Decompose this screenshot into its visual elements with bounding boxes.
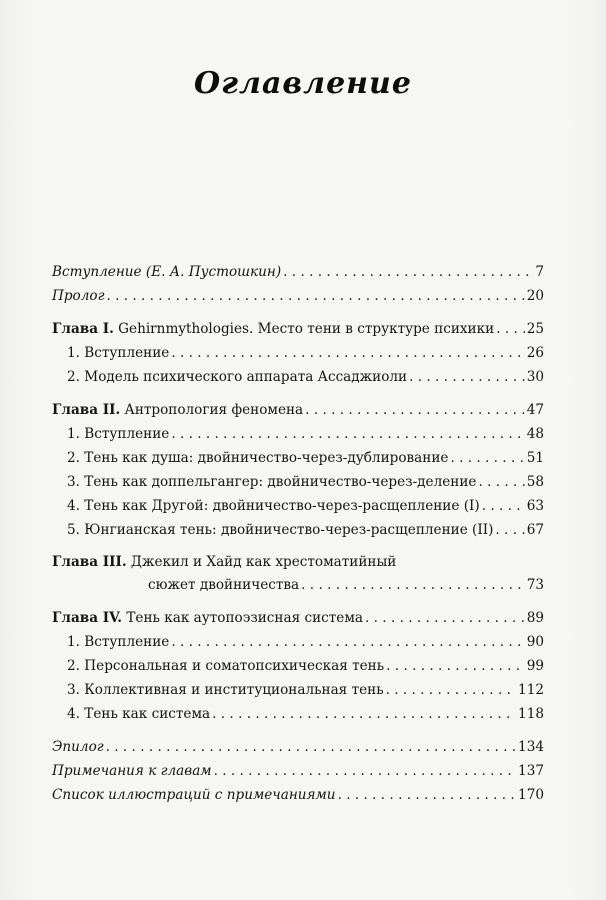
dot-leader — [338, 783, 516, 807]
toc-entry-label — [52, 317, 494, 341]
dot-leader — [212, 702, 516, 726]
toc-section[interactable] — [52, 470, 544, 494]
toc-page-number: 112 — [518, 682, 544, 698]
toc-page-number: 134 — [518, 739, 544, 755]
toc-section[interactable] — [52, 654, 544, 678]
chapter-prefix: Глава IV. — [52, 610, 123, 626]
chapter-title-line-2 — [52, 573, 544, 597]
toc-entry-label: Пролог — [52, 288, 105, 304]
toc-page-number: 48 — [526, 426, 544, 442]
toc-page-number: 90 — [526, 634, 544, 650]
chapter-title: Антропология феномена — [120, 402, 304, 418]
dot-leader — [301, 573, 525, 597]
toc-page-number: 67 — [526, 522, 544, 538]
toc-section[interactable] — [52, 702, 544, 726]
toc-chapter-3[interactable] — [52, 551, 544, 597]
chapter-prefix: Глава I. — [52, 321, 114, 337]
toc-entry-label: 4. Тень как система — [67, 706, 211, 722]
toc-entry-label — [52, 398, 303, 422]
toc-section[interactable] — [52, 630, 544, 654]
toc-entry-label: 4. Тень как Другой: двойничество-через-расщепление (I) — [67, 498, 480, 514]
toc-page-number: 30 — [526, 369, 544, 385]
toc-entry-epilogue[interactable] — [52, 735, 544, 759]
page-title: Оглавление — [194, 66, 412, 101]
toc-entry-label: 1. Вступление — [67, 426, 170, 442]
dot-leader — [171, 341, 524, 365]
toc-page-number: 63 — [526, 498, 544, 514]
toc-page-number: 118 — [518, 706, 544, 722]
toc-entry-prologue[interactable] — [52, 284, 544, 308]
dot-leader — [171, 630, 524, 654]
toc-page-number: 51 — [526, 450, 544, 466]
toc-entry-notes[interactable] — [52, 759, 544, 783]
chapter-title: Джекил и Хайд как хрестоматийный — [126, 554, 397, 570]
toc-section[interactable] — [52, 678, 544, 702]
toc-page-number: 47 — [526, 402, 544, 418]
toc-section[interactable] — [52, 341, 544, 365]
dot-leader — [214, 759, 516, 783]
toc-page-number: 26 — [526, 345, 544, 361]
toc-page-number: 7 — [535, 264, 544, 280]
dot-leader — [495, 518, 524, 542]
toc-entry-label: 2. Тень как душа: двойничество-через-дублирование — [67, 450, 449, 466]
toc-entry-label: Список иллюстраций с примечаниями — [52, 787, 336, 803]
toc-section[interactable] — [52, 422, 544, 446]
dot-leader — [409, 365, 525, 389]
dot-leader — [386, 678, 516, 702]
toc-entry-label: 1. Вступление — [67, 634, 170, 650]
chapter-title: Тень как аутопоэзисная система — [122, 610, 364, 626]
toc-page-number: 58 — [526, 474, 544, 490]
toc-section[interactable] — [52, 518, 544, 542]
dot-leader — [305, 398, 525, 422]
toc-entry-label: 2. Модель психического аппарата Ассаджиоли — [67, 369, 408, 385]
dot-leader — [365, 606, 525, 630]
toc-entry-intro[interactable] — [52, 260, 544, 284]
toc-entry-label: Примечания к главам — [52, 763, 212, 779]
dot-leader — [482, 494, 525, 518]
toc-page-number: 25 — [526, 321, 544, 337]
dot-leader — [171, 422, 524, 446]
dot-leader — [386, 654, 525, 678]
dot-leader — [106, 735, 516, 759]
toc-entry-label: 5. Юнгианская тень: двойничество-через-расщепление (II) — [67, 522, 494, 538]
toc-chapter-2[interactable] — [52, 398, 544, 422]
toc-entry-label: сюжет двойничества — [148, 577, 300, 593]
toc-section[interactable] — [52, 365, 544, 389]
toc-section[interactable] — [52, 446, 544, 470]
toc-entry-label: 3. Коллективная и институциональная тень — [67, 682, 384, 698]
toc-page-number: 137 — [518, 763, 544, 779]
toc-entry-illustrations[interactable] — [52, 783, 544, 807]
toc-chapter-1[interactable] — [52, 317, 544, 341]
dot-leader — [478, 470, 524, 494]
chapter-title-line-1 — [52, 551, 544, 573]
toc-page-number: 73 — [526, 577, 544, 593]
toc-entry-label: 2. Персональная и соматопсихическая тень — [67, 658, 385, 674]
dot-leader — [106, 284, 524, 308]
chapter-title: Gehirnmythologies. Место тени в структуре психики — [113, 321, 495, 337]
chapter-prefix: Глава II. — [52, 402, 121, 418]
toc-page-number: 89 — [526, 610, 544, 626]
toc-chapter-4[interactable] — [52, 606, 544, 630]
dot-leader — [450, 446, 524, 470]
toc-entry-label: Эпилог — [52, 739, 104, 755]
toc-entry-label: 3. Тень как доппельгангер: двойничество-через-деление — [67, 474, 477, 490]
dot-leader — [283, 260, 533, 284]
toc-page-number: 99 — [526, 658, 544, 674]
dot-leader — [496, 317, 525, 341]
chapter-prefix: Глава III. — [52, 554, 127, 570]
toc-section[interactable] — [52, 494, 544, 518]
table-of-contents — [52, 260, 544, 807]
toc-page-number: 170 — [518, 787, 544, 803]
toc-entry-label: 1. Вступление — [67, 345, 170, 361]
toc-entry-label: Вступление (Е. А. Пустошкин) — [52, 264, 282, 280]
toc-page-number: 20 — [526, 288, 544, 304]
toc-entry-label — [52, 606, 363, 630]
